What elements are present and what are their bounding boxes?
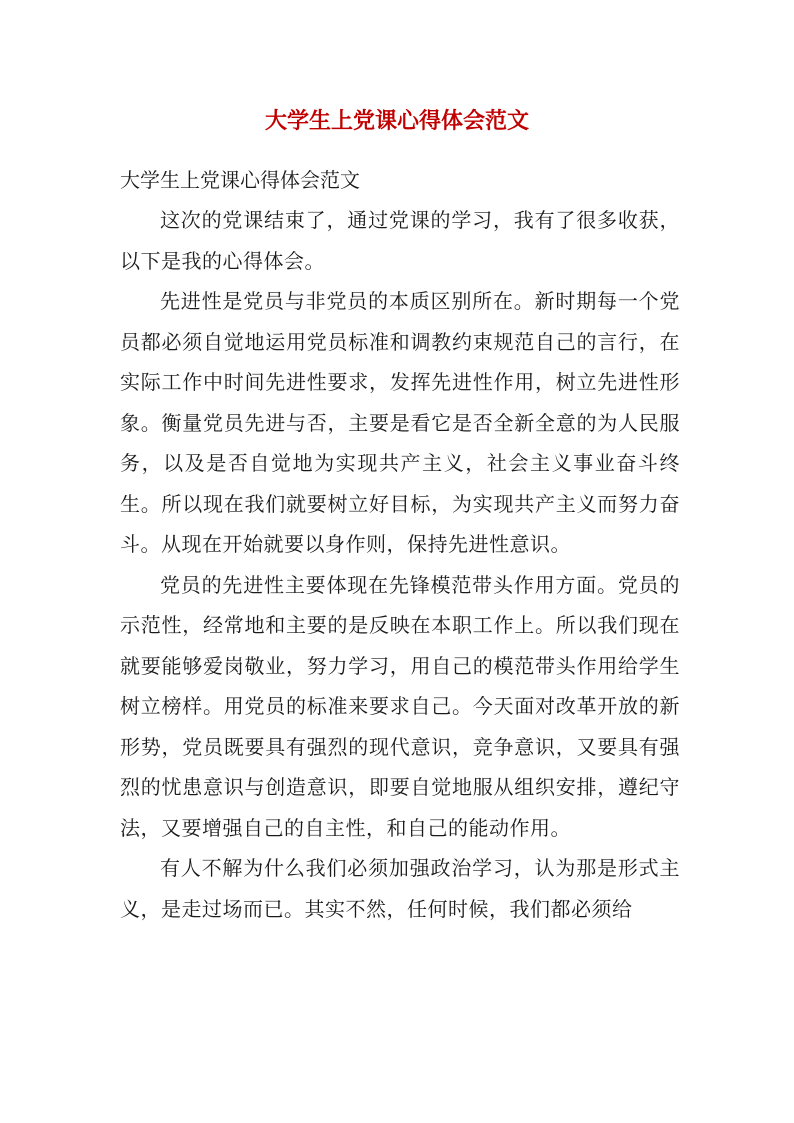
document-subtitle: 大学生上党课心得体会范文 [120,168,360,192]
document-title: 大学生上党课心得体会范文 [264,108,529,134]
paragraph: 有人不解为什么我们必须加强政治学习，认为那是形式主义，是走过场而已。其实不然，任何时候，我们都必须给 [120,856,680,921]
paragraph: 先进性是党员与非党员的本质区别所在。新时期每一个党员都必须自觉地运用党员标准和调教约束规范自己的言行，在实际工作中时间先进性要求，发挥先进性作用，树立先进性形象。衡量党员先进与否，主要是看它是否全新全意的为人民服务，以及是否自觉地为实现共产主义，社会主义事业奋斗终生。所以现在我们就要树立好目标，为实现共产主义而努力奋斗。从现在开始就要以身作则，保持先进性意识。 [120,289,680,556]
paragraph: 这次的党课结束了，通过党课的学习，我有了很多收获，以下是我的心得体会。 [120,208,680,273]
document-body [120,200,680,929]
paragraph: 党员的先进性主要体现在先锋模范带头作用方面。党员的示范性，经常地和主要的是反映在本职工作上。所以我们现在就要能够爱岗敬业，努力学习，用自己的模范带头作用给学生树立榜样。用党员的标准来要求自己。今天面对改革开放的新形势，党员既要具有强烈的现代意识，竞争意识，又要具有强烈的忧患意识与创造意识，即要自觉地服从组织安排，遵纪守法，又要增强自己的自主性，和自己的能动作用。 [120,572,680,840]
